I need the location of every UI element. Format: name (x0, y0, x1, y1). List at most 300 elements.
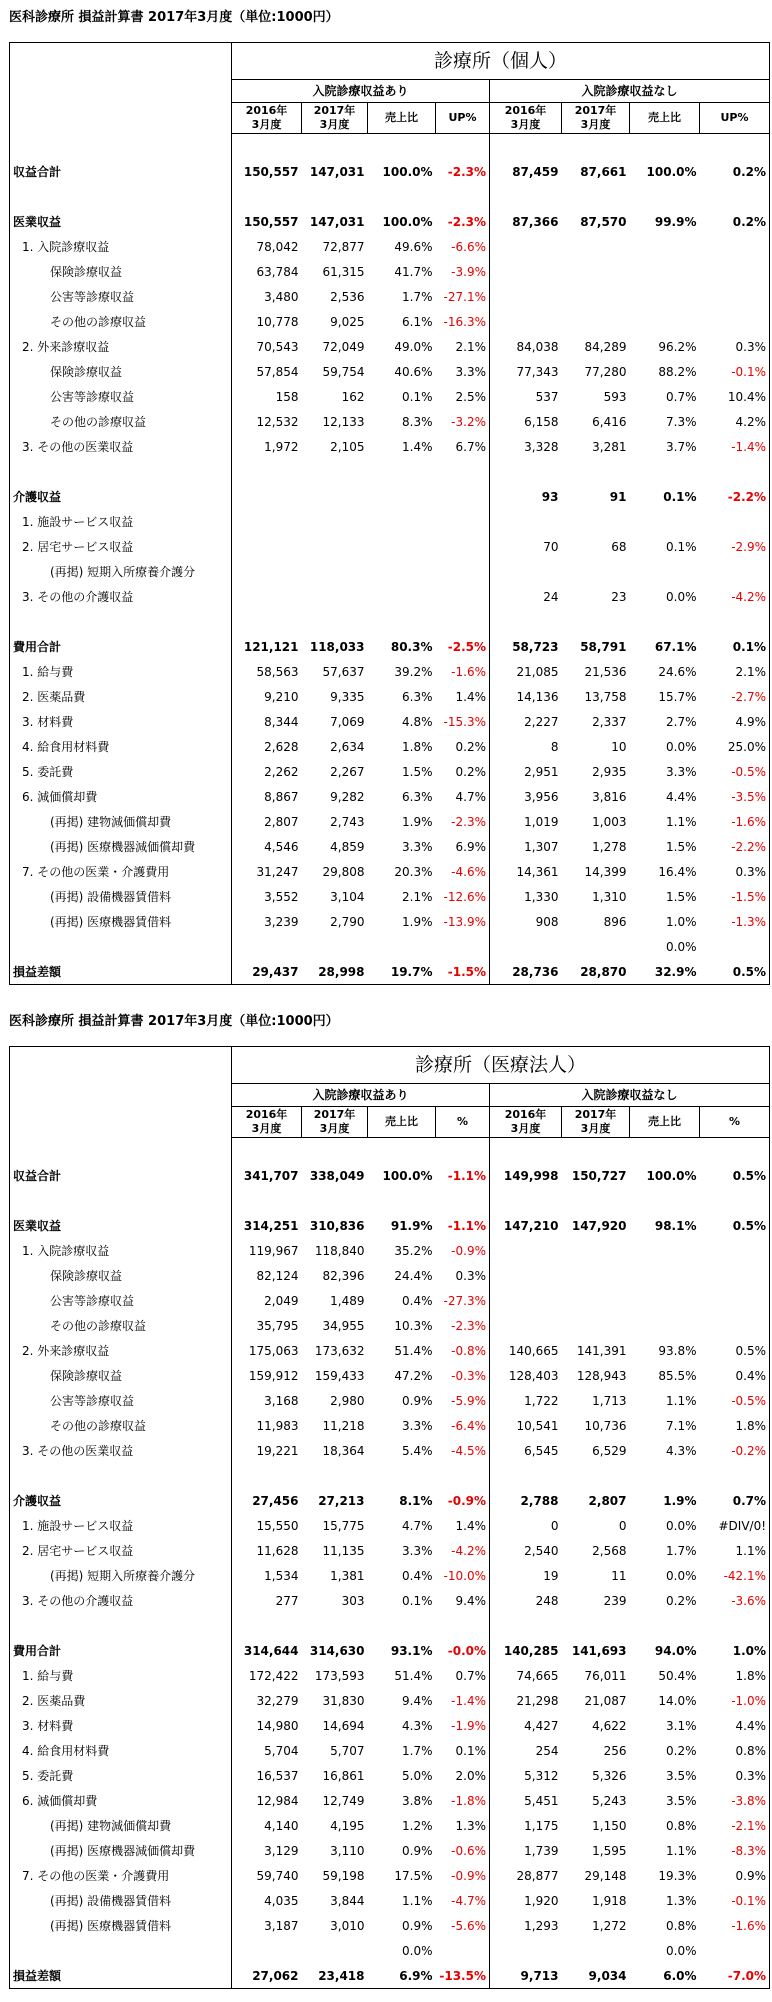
table-row (10, 1588, 770, 1613)
value-cell: 3,129 (264, 1843, 299, 1858)
value-cell: 2,951 (524, 764, 559, 779)
row-label: 公害等診療収益 (10, 384, 232, 409)
value-cell: 162 (341, 389, 365, 404)
value-cell: 4,546 (264, 839, 299, 854)
value-cell: 254 (535, 1743, 559, 1758)
table-row (10, 334, 770, 359)
value-cell: 4,859 (330, 839, 365, 854)
column-header: 2017年 3月度 (302, 1107, 368, 1138)
row-label: 公害等診療収益 (10, 1288, 232, 1313)
value-cell: 0.2% (666, 1593, 697, 1608)
value-cell: 100.0% (646, 1168, 697, 1183)
table-row (10, 1238, 770, 1263)
group-heading-no-inpatient: 入院診療収益なし (490, 1084, 770, 1107)
table-row (10, 909, 770, 934)
value-cell: -4.2% (436, 1538, 490, 1563)
row-label: 介護収益 (10, 484, 232, 509)
value-cell: 2,807 (588, 1493, 627, 1508)
column-header: 売上比 (630, 103, 700, 134)
value-cell: 9.4% (436, 1588, 490, 1613)
value-cell: 24.6% (658, 664, 697, 679)
value-cell: -10.0% (436, 1563, 490, 1588)
row-label: 3. その他の介護収益 (10, 584, 232, 609)
row-label: 1. 入院診療収益 (10, 1238, 232, 1263)
value-cell: 1,003 (592, 814, 627, 829)
value-cell: 0.7% (700, 1488, 770, 1513)
value-cell: 28,877 (516, 1868, 559, 1883)
table-row (10, 709, 770, 734)
table-row (10, 1663, 770, 1688)
value-cell: 91 (609, 489, 627, 504)
value-cell: 140,285 (503, 1643, 559, 1658)
value-cell (562, 1938, 630, 1963)
table-row (10, 1513, 770, 1538)
value-cell (700, 509, 770, 534)
value-cell: -0.5% (700, 1388, 770, 1413)
value-cell: 2.1% (436, 334, 490, 359)
value-cell: 1,272 (592, 1918, 627, 1933)
table-row (10, 434, 770, 459)
value-cell (562, 309, 630, 334)
value-cell (302, 1938, 368, 1963)
value-cell: 2.5% (436, 384, 490, 409)
value-cell: -7.0% (700, 1963, 770, 1989)
value-cell (368, 534, 436, 559)
value-cell: -2.9% (700, 534, 770, 559)
value-cell: 5,704 (264, 1743, 299, 1758)
row-label: 保険診療収益 (10, 1363, 232, 1388)
value-cell (490, 259, 562, 284)
value-cell: 9,034 (562, 1963, 630, 1989)
value-cell: 175,063 (248, 1343, 299, 1358)
value-cell: 5,707 (330, 1743, 365, 1758)
income-statement-table (9, 1046, 770, 1989)
value-cell (562, 934, 630, 959)
value-cell: 59,754 (322, 364, 365, 379)
income-statement-table (9, 42, 770, 985)
row-label: 1. 給与費 (10, 1663, 232, 1688)
table-row (10, 1763, 770, 1788)
value-cell: -4.5% (436, 1438, 490, 1463)
value-cell: 87,366 (512, 214, 559, 229)
value-cell: 57,854 (256, 364, 299, 379)
value-cell: 87,459 (512, 164, 559, 179)
value-cell: 6,416 (592, 414, 627, 429)
value-cell: 0.3% (700, 334, 770, 359)
row-label: 1. 給与費 (10, 659, 232, 684)
value-cell: 4.7% (402, 1518, 433, 1533)
row-label: 7. その他の医業・介護費用 (10, 859, 232, 884)
table-row (10, 484, 770, 509)
value-cell: -0.6% (436, 1838, 490, 1863)
value-cell (302, 484, 368, 509)
table-row (10, 1863, 770, 1888)
value-cell: -0.3% (436, 1363, 490, 1388)
value-cell: 7.3% (666, 414, 697, 429)
value-cell: -3.9% (436, 259, 490, 284)
column-header: 2017年 3月度 (302, 103, 368, 134)
value-cell: 12,749 (322, 1793, 365, 1808)
value-cell: 49.6% (394, 239, 433, 254)
row-label: 6. 減価償却費 (10, 784, 232, 809)
value-cell: 1.8% (700, 1663, 770, 1688)
group-heading-inpatient: 入院診療収益あり (232, 1084, 490, 1107)
value-cell: -2.2% (700, 834, 770, 859)
value-cell: 147,920 (571, 1218, 627, 1233)
column-header: 2016年 3月度 (232, 1107, 302, 1138)
column-header: 2016年 3月度 (490, 1107, 562, 1138)
value-cell: 0.8% (700, 1738, 770, 1763)
value-cell: 3.3% (666, 764, 697, 779)
value-cell: 0.1% (700, 634, 770, 659)
value-cell: 118,840 (314, 1243, 365, 1258)
value-cell: 18,364 (322, 1443, 365, 1458)
value-cell: 314,251 (243, 1218, 299, 1233)
value-cell: 40.6% (394, 364, 433, 379)
value-cell: 256 (603, 1743, 627, 1758)
value-cell: 5,451 (524, 1793, 559, 1808)
value-cell: -3.6% (700, 1588, 770, 1613)
value-cell (700, 309, 770, 334)
value-cell: 3,480 (264, 289, 299, 304)
value-cell: -0.5% (700, 759, 770, 784)
value-cell: 9,210 (264, 689, 299, 704)
value-cell: 0.2% (436, 734, 490, 759)
value-cell: 1.9% (402, 814, 433, 829)
value-cell (368, 484, 436, 509)
value-cell: 9,282 (330, 789, 365, 804)
table-row (10, 1713, 770, 1738)
value-cell: 70 (543, 539, 559, 554)
table-row (10, 1688, 770, 1713)
value-cell: 25.0% (700, 734, 770, 759)
value-cell: 27,456 (252, 1493, 299, 1508)
value-cell: 2,337 (592, 714, 627, 729)
value-cell: 76,011 (584, 1668, 627, 1683)
spacer-row (10, 1138, 770, 1164)
value-cell: 2,788 (520, 1493, 559, 1508)
table-row (10, 1838, 770, 1863)
value-cell: 0.5% (700, 1213, 770, 1238)
value-cell: -4.6% (436, 859, 490, 884)
value-cell (490, 234, 562, 259)
value-cell: 147,210 (503, 1218, 559, 1233)
value-cell (490, 559, 562, 584)
table-row (10, 659, 770, 684)
value-cell: 96.2% (658, 339, 697, 354)
table-row (10, 1913, 770, 1938)
value-cell: 9,335 (330, 689, 365, 704)
column-header: 売上比 (630, 1107, 700, 1138)
value-cell: 0.0% (666, 939, 697, 954)
value-cell (700, 1288, 770, 1313)
value-cell: 6.3% (402, 689, 433, 704)
table-row (10, 784, 770, 809)
value-cell: 10 (611, 739, 627, 754)
value-cell: 1.1% (700, 1538, 770, 1563)
value-cell (700, 934, 770, 959)
row-label: その他の診療収益 (10, 1313, 232, 1338)
value-cell: 98.1% (654, 1218, 697, 1233)
value-cell (562, 1313, 630, 1338)
column-header: UP% (436, 103, 490, 134)
value-cell: 3.7% (666, 439, 697, 454)
value-cell: 10.3% (394, 1318, 433, 1333)
row-label: 3. 材料費 (10, 709, 232, 734)
value-cell: 58,563 (256, 664, 299, 679)
table-row (10, 809, 770, 834)
row-label: 4. 給食用材料費 (10, 1738, 232, 1763)
table-row (10, 859, 770, 884)
value-cell: -1.9% (436, 1713, 490, 1738)
row-label: 収益合計 (10, 159, 232, 184)
table-row (10, 1288, 770, 1313)
value-cell: 1,972 (264, 439, 299, 454)
entity-heading: 診療所（個人） (232, 43, 770, 80)
value-cell: 63,784 (256, 264, 299, 279)
value-cell: 908 (535, 914, 559, 929)
value-cell: -1.1% (436, 1163, 490, 1188)
row-label: 保険診療収益 (10, 359, 232, 384)
value-cell: 1.3% (666, 1893, 697, 1908)
value-cell: 19.3% (658, 1868, 697, 1883)
value-cell: #DIV/0! (700, 1513, 770, 1538)
value-cell: 141,693 (571, 1643, 627, 1658)
value-cell: 67.1% (654, 639, 697, 654)
value-cell: 1,330 (524, 889, 559, 904)
value-cell: 341,707 (243, 1168, 299, 1183)
value-cell: -2.1% (700, 1813, 770, 1838)
value-cell: 11,135 (322, 1543, 365, 1558)
value-cell (232, 484, 302, 509)
value-cell: 277 (275, 1593, 299, 1608)
value-cell: 1,293 (524, 1918, 559, 1933)
value-cell: 173,593 (314, 1668, 365, 1683)
value-cell: 4,035 (264, 1893, 299, 1908)
value-cell: 3,844 (330, 1893, 365, 1908)
value-cell: 158 (275, 389, 299, 404)
row-label: 費用合計 (10, 1638, 232, 1663)
column-header: 売上比 (368, 103, 436, 134)
table-row (10, 1488, 770, 1513)
value-cell: 20.3% (394, 864, 433, 879)
value-cell: -1.3% (700, 909, 770, 934)
spacer-row (10, 1463, 770, 1488)
value-cell: 338,049 (309, 1168, 365, 1183)
value-cell: 31,830 (322, 1693, 365, 1708)
value-cell (490, 934, 562, 959)
value-cell: 4,140 (264, 1818, 299, 1833)
value-cell: 0.8% (666, 1818, 697, 1833)
value-cell: 173,632 (314, 1343, 365, 1358)
row-label: 公害等診療収益 (10, 1388, 232, 1413)
value-cell: 0.0% (402, 1943, 433, 1958)
value-cell: 34,955 (322, 1318, 365, 1333)
value-cell: -0.9% (436, 1488, 490, 1513)
value-cell: 93 (541, 489, 559, 504)
value-cell (232, 934, 302, 959)
row-label: (再掲) 医療機器減価償却費 (10, 1838, 232, 1863)
value-cell: 3.5% (666, 1793, 697, 1808)
value-cell: 99.9% (654, 214, 697, 229)
table-row (10, 959, 770, 985)
value-cell: 57,637 (322, 664, 365, 679)
value-cell: -4.2% (700, 584, 770, 609)
value-cell (562, 1263, 630, 1288)
column-header: % (436, 1107, 490, 1138)
value-cell: 4.3% (402, 1718, 433, 1733)
value-cell: 12,532 (256, 414, 299, 429)
value-cell: 3.3% (402, 1418, 433, 1433)
value-cell: -2.3% (436, 809, 490, 834)
value-cell: 84,289 (584, 339, 627, 354)
value-cell: 0.7% (666, 389, 697, 404)
value-cell: 2,262 (264, 764, 299, 779)
value-cell: 15,775 (322, 1518, 365, 1533)
value-cell: 5,243 (592, 1793, 627, 1808)
value-cell: 1.1% (402, 1893, 433, 1908)
value-cell: 314,644 (243, 1643, 299, 1658)
table-row (10, 1788, 770, 1813)
value-cell: 0.9% (700, 1863, 770, 1888)
value-cell: 0.5% (700, 1338, 770, 1363)
row-label: 5. 委託費 (10, 1763, 232, 1788)
value-cell: 1,307 (524, 839, 559, 854)
value-cell: 4.4% (700, 1713, 770, 1738)
value-cell: 77,280 (584, 364, 627, 379)
value-cell (490, 284, 562, 309)
value-cell: 1.4% (436, 1513, 490, 1538)
value-cell: 3.3% (402, 1543, 433, 1558)
value-cell: 149,998 (503, 1168, 559, 1183)
value-cell: 0.5% (700, 1163, 770, 1188)
value-cell: 4.7% (436, 784, 490, 809)
value-cell: -1.4% (436, 1688, 490, 1713)
value-cell: 50.4% (658, 1668, 697, 1683)
value-cell: 1.1% (666, 814, 697, 829)
value-cell (436, 584, 490, 609)
value-cell: 2.0% (436, 1763, 490, 1788)
value-cell: 7.1% (666, 1418, 697, 1433)
row-label: 2. 医薬品費 (10, 684, 232, 709)
row-label: 1. 施設サービス収益 (10, 1513, 232, 1538)
value-cell: 3,104 (330, 889, 365, 904)
value-cell: 13,758 (584, 689, 627, 704)
value-cell (302, 559, 368, 584)
value-cell: 1.5% (666, 839, 697, 854)
value-cell: -5.9% (436, 1388, 490, 1413)
value-cell: -3.8% (700, 1788, 770, 1813)
table-row (10, 1163, 770, 1188)
value-cell: 72,877 (322, 239, 365, 254)
value-cell: 119,967 (248, 1243, 299, 1258)
table-row (10, 759, 770, 784)
value-cell: 0.3% (436, 1263, 490, 1288)
row-label: 3. その他の医業収益 (10, 1438, 232, 1463)
value-cell: 6.0% (630, 1963, 700, 1989)
value-cell: -2.3% (436, 209, 490, 234)
value-cell: 0.2% (666, 1743, 697, 1758)
row-label: 損益差額 (10, 1963, 232, 1989)
spacer-row (10, 459, 770, 484)
row-label: 3. その他の医業収益 (10, 434, 232, 459)
value-cell: 29,808 (322, 864, 365, 879)
table-row (10, 1888, 770, 1913)
value-cell: 1,918 (592, 1893, 627, 1908)
value-cell: 1.5% (402, 764, 433, 779)
value-cell: 14,399 (584, 864, 627, 879)
value-cell: 39.2% (394, 664, 433, 679)
value-cell: 6.9% (436, 834, 490, 859)
value-cell (562, 284, 630, 309)
row-label: (再掲) 短期入所療養介護分 (10, 1563, 232, 1588)
value-cell: 121,121 (243, 639, 299, 654)
value-cell: 140,665 (508, 1343, 559, 1358)
column-header: UP% (700, 103, 770, 134)
value-cell: 1,739 (524, 1843, 559, 1858)
table-row (10, 284, 770, 309)
value-cell: -1.4% (700, 434, 770, 459)
value-cell: 2,536 (330, 289, 365, 304)
value-cell: -2.7% (700, 684, 770, 709)
value-cell: -4.7% (436, 1888, 490, 1913)
value-cell: 32,279 (256, 1693, 299, 1708)
value-cell (490, 1238, 562, 1263)
value-cell: 3,328 (524, 439, 559, 454)
value-cell: 1.9% (402, 914, 433, 929)
value-cell: 16.4% (658, 864, 697, 879)
value-cell: 72,049 (322, 339, 365, 354)
value-cell: -0.1% (700, 359, 770, 384)
value-cell (368, 509, 436, 534)
value-cell (700, 559, 770, 584)
value-cell: 3,281 (592, 439, 627, 454)
value-cell: 1.5% (666, 889, 697, 904)
spacer-row (10, 184, 770, 209)
value-cell: 0.1% (666, 539, 697, 554)
value-cell: 172,422 (248, 1668, 299, 1683)
value-cell: 0.0% (666, 1568, 697, 1583)
value-cell: 78,042 (256, 239, 299, 254)
value-cell: 51.4% (394, 1343, 433, 1358)
row-label: 4. 給食用材料費 (10, 734, 232, 759)
value-cell: 1.2% (402, 1818, 433, 1833)
value-cell: 2.7% (666, 714, 697, 729)
value-cell: 35,795 (256, 1318, 299, 1333)
value-cell (630, 284, 700, 309)
value-cell: 0.4% (402, 1293, 433, 1308)
value-cell (490, 1938, 562, 1963)
value-cell: 2,540 (524, 1543, 559, 1558)
value-cell: 19 (543, 1568, 559, 1583)
value-cell: 1,278 (592, 839, 627, 854)
value-cell: 14.0% (658, 1693, 697, 1708)
value-cell (562, 234, 630, 259)
value-cell (562, 559, 630, 584)
value-cell: 59,740 (256, 1868, 299, 1883)
value-cell: 1,175 (524, 1818, 559, 1833)
value-cell (630, 234, 700, 259)
column-header: 2016年 3月度 (232, 103, 302, 134)
table-row (10, 1338, 770, 1363)
value-cell (630, 309, 700, 334)
value-cell: 0.2% (700, 209, 770, 234)
value-cell: -0.9% (436, 1238, 490, 1263)
value-cell: 29,148 (584, 1868, 627, 1883)
value-cell: 8.1% (399, 1493, 433, 1508)
value-cell (302, 534, 368, 559)
value-cell: 239 (603, 1593, 627, 1608)
